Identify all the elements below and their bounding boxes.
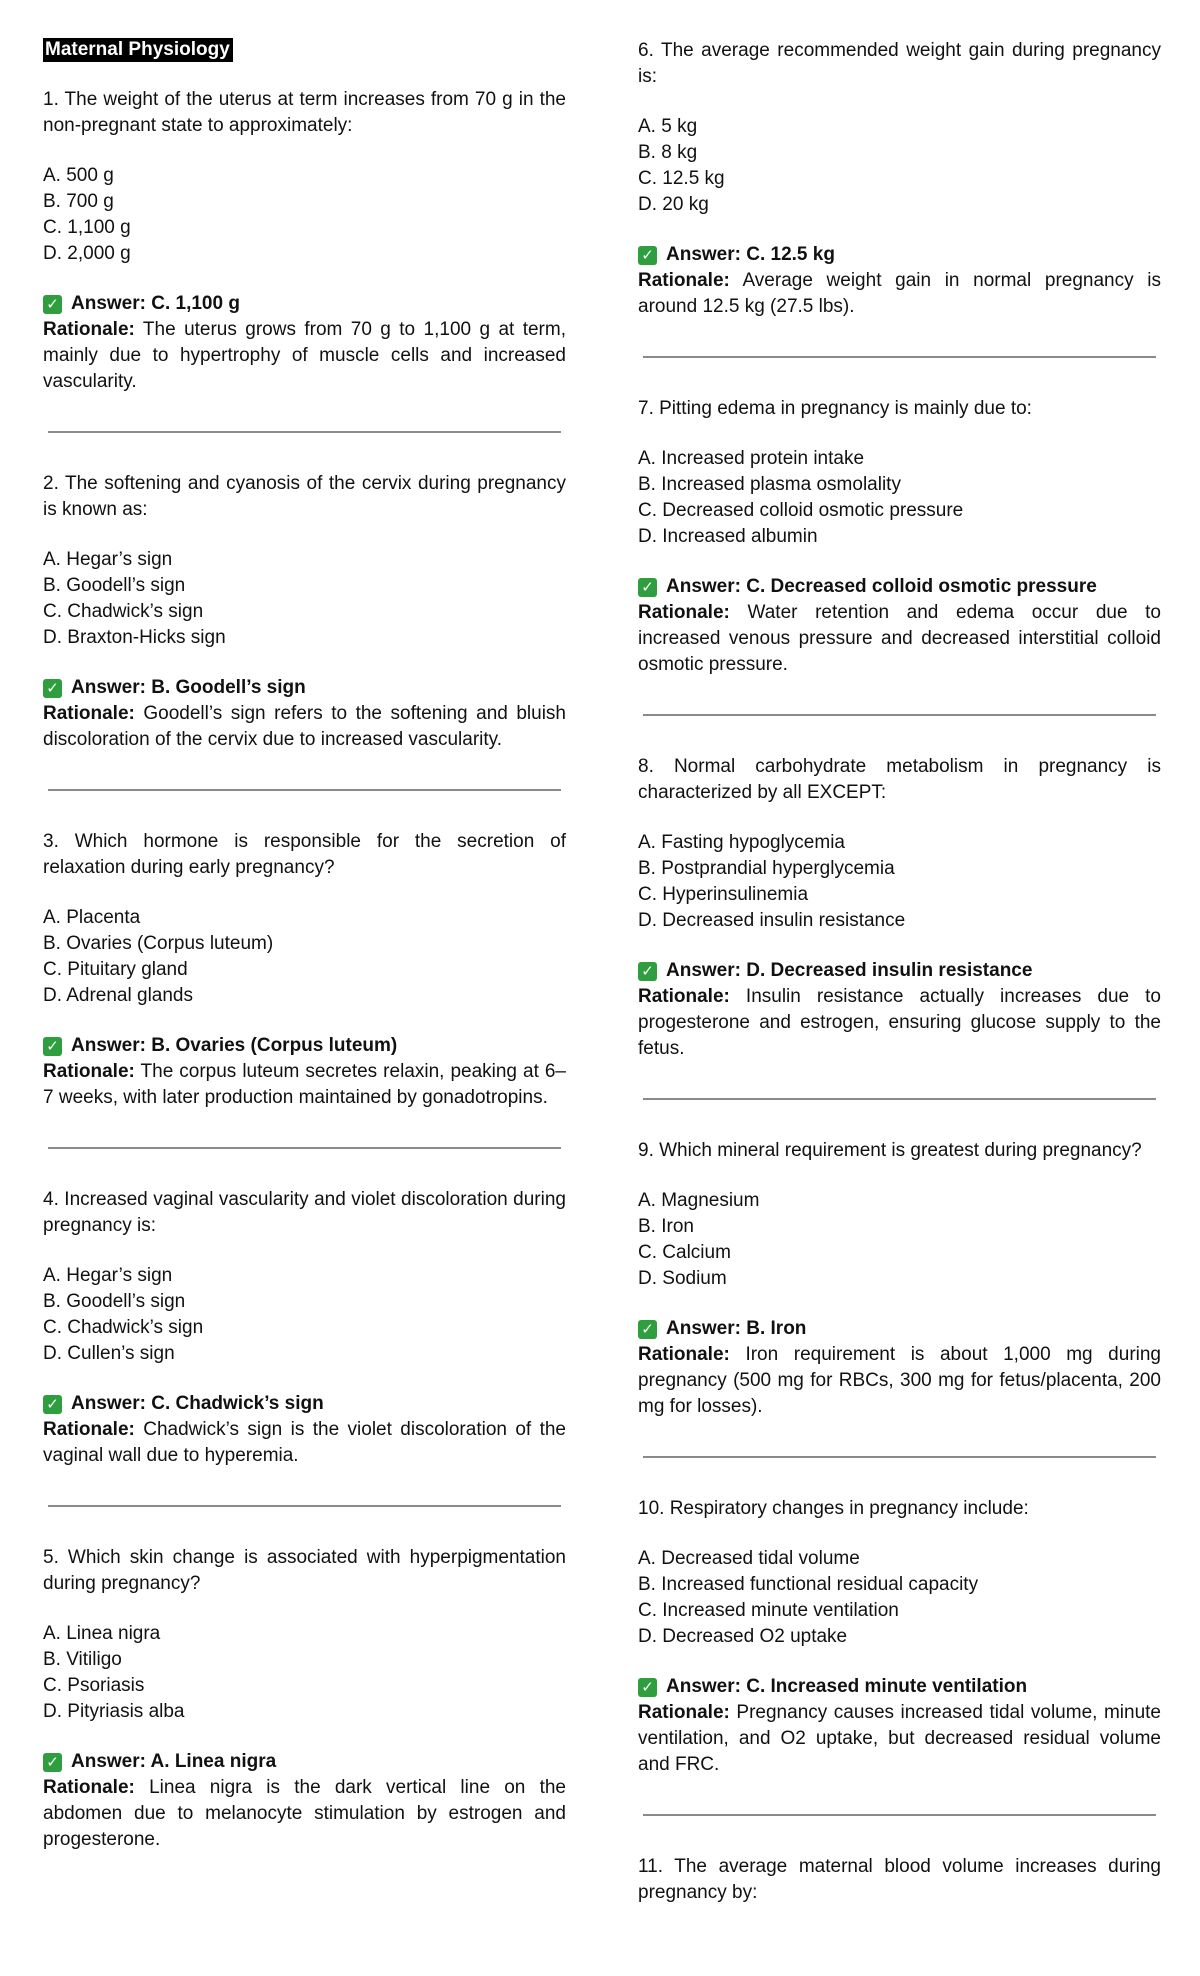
option-item: B. Postprandial hyperglycemia <box>638 858 895 879</box>
check-mark-icon: ✓ <box>638 246 657 265</box>
option-item: A. Hegar’s sign <box>43 549 173 570</box>
answer-line <box>43 675 566 701</box>
question-block <box>638 754 1161 1062</box>
option-item: B. 700 g <box>43 191 114 212</box>
answer-text: Answer: D. Decreased insulin resistance <box>666 960 1033 981</box>
rationale <box>43 1417 566 1469</box>
answer-line <box>638 958 1161 984</box>
rationale-label: Rationale: <box>638 986 730 1007</box>
question-text: 2. The softening and cyanosis of the cervix during pregnancy is known as: <box>43 473 566 520</box>
rationale-text: The uterus grows from 70 g to 1,100 g at term, mainly due to hypertrophy of muscle cells and increased vascularity. <box>43 319 566 392</box>
option-item: D. Sodium <box>638 1268 727 1289</box>
question-text: 11. The average maternal blood volume increases during pregnancy by: <box>638 1856 1161 1903</box>
option-item: C. Pituitary gland <box>43 959 188 980</box>
answer-line <box>638 1674 1161 1700</box>
option-item: D. Cullen’s sign <box>43 1343 175 1364</box>
option-item: A. Placenta <box>43 907 141 928</box>
options-list <box>638 114 1161 218</box>
option-item: A. Magnesium <box>638 1190 760 1211</box>
check-mark-icon: ✓ <box>638 1320 657 1339</box>
question-text: 9. Which mineral requirement is greatest during pregnancy? <box>638 1140 1142 1161</box>
answer-text: Answer: C. 1,100 g <box>71 293 240 314</box>
section-divider <box>48 431 561 433</box>
rationale <box>638 600 1161 678</box>
option-item: D. Decreased insulin resistance <box>638 910 906 931</box>
section-divider <box>643 356 1156 358</box>
options-list <box>43 163 566 267</box>
answer-text: Answer: B. Goodell’s sign <box>71 677 306 698</box>
option-item: C. 1,100 g <box>43 217 131 238</box>
answer-line <box>638 242 1161 268</box>
page-title: Maternal Physiology <box>43 38 233 62</box>
option-item: A. Hegar’s sign <box>43 1265 173 1286</box>
question-block <box>638 1496 1161 1778</box>
rationale-label: Rationale: <box>43 703 135 724</box>
option-item: D. Pityriasis alba <box>43 1701 185 1722</box>
option-item: B. 8 kg <box>638 142 698 163</box>
options-list <box>638 1188 1161 1292</box>
option-item: A. Increased protein intake <box>638 448 865 469</box>
option-item: B. Iron <box>638 1216 694 1237</box>
answer-line <box>43 291 566 317</box>
options-list <box>43 547 566 651</box>
question-text: 4. Increased vaginal vascularity and violet discoloration during pregnancy is: <box>43 1189 566 1236</box>
answer-line <box>43 1749 566 1775</box>
question-text: 6. The average recommended weight gain during pregnancy is: <box>638 40 1161 87</box>
rationale <box>43 701 566 753</box>
rationale-text: Water retention and edema occur due to increased venous pressure and decreased interstitial colloid osmotic pressure. <box>638 602 1161 675</box>
answer-text: Answer: C. 12.5 kg <box>666 244 835 265</box>
section-divider <box>48 789 561 791</box>
section-divider <box>48 1505 561 1507</box>
check-mark-icon: ✓ <box>43 679 62 698</box>
question-text: 8. Normal carbohydrate metabolism in pregnancy is characterized by all EXCEPT: <box>638 756 1161 803</box>
left-column <box>43 38 566 1853</box>
option-item: C. Chadwick’s sign <box>43 601 204 622</box>
question-list-left <box>43 87 566 1853</box>
question-text: 1. The weight of the uterus at term increases from 70 g in the non-pregnant state to approximately: <box>43 89 566 136</box>
question-block <box>638 1138 1161 1420</box>
option-item: D. Braxton-Hicks sign <box>43 627 226 648</box>
rationale <box>43 317 566 395</box>
answer-line <box>638 1316 1161 1342</box>
answer-text: Answer: B. Ovaries (Corpus luteum) <box>71 1035 398 1056</box>
rationale-label: Rationale: <box>638 1702 730 1723</box>
option-item: C. 12.5 kg <box>638 168 725 189</box>
answer-line <box>43 1391 566 1417</box>
options-list <box>638 446 1161 550</box>
rationale <box>638 268 1161 320</box>
option-item: C. Decreased colloid osmotic pressure <box>638 500 964 521</box>
rationale-text: Iron requirement is about 1,000 mg during pregnancy (500 mg for RBCs, 300 mg for fetus/placenta, 200 mg for losses). <box>638 1344 1161 1417</box>
question-block <box>43 1545 566 1853</box>
question-list-right <box>638 38 1161 1906</box>
right-column <box>638 38 1161 1930</box>
rationale-label: Rationale: <box>43 1419 135 1440</box>
option-item: D. 2,000 g <box>43 243 131 264</box>
options-list <box>638 830 1161 934</box>
question-text: 7. Pitting edema in pregnancy is mainly due to: <box>638 398 1032 419</box>
question-block <box>43 471 566 753</box>
check-mark-icon: ✓ <box>638 1678 657 1697</box>
option-item: B. Increased functional residual capacity <box>638 1574 979 1595</box>
check-mark-icon: ✓ <box>638 962 657 981</box>
check-mark-icon: ✓ <box>43 295 62 314</box>
rationale-text: Insulin resistance actually increases due to progesterone and estrogen, ensuring glucose supply to the fetus. <box>638 986 1161 1059</box>
options-list <box>638 1546 1161 1650</box>
question-block <box>638 1854 1161 1906</box>
section-divider <box>643 1098 1156 1100</box>
rationale-label: Rationale: <box>43 1061 135 1082</box>
question-block <box>43 829 566 1111</box>
check-mark-icon: ✓ <box>638 578 657 597</box>
rationale-label: Rationale: <box>638 602 730 623</box>
option-item: A. 5 kg <box>638 116 698 137</box>
section-divider <box>48 1147 561 1149</box>
rationale <box>638 1342 1161 1420</box>
answer-line <box>43 1033 566 1059</box>
answer-text: Answer: C. Increased minute ventilation <box>666 1676 1028 1697</box>
option-item: B. Goodell’s sign <box>43 575 186 596</box>
option-item: B. Increased plasma osmolality <box>638 474 901 495</box>
section-divider <box>643 714 1156 716</box>
option-item: A. Decreased tidal volume <box>638 1548 860 1569</box>
answer-text: Answer: C. Chadwick’s sign <box>71 1393 324 1414</box>
question-text: 10. Respiratory changes in pregnancy include: <box>638 1498 1029 1519</box>
option-item: B. Ovaries (Corpus luteum) <box>43 933 274 954</box>
rationale <box>638 1700 1161 1778</box>
option-item: C. Hyperinsulinemia <box>638 884 809 905</box>
question-block <box>43 87 566 395</box>
check-mark-icon: ✓ <box>43 1037 62 1056</box>
option-item: C. Increased minute ventilation <box>638 1600 899 1621</box>
answer-text: Answer: A. Linea nigra <box>71 1751 277 1772</box>
question-text: 5. Which skin change is associated with hyperpigmentation during pregnancy? <box>43 1547 566 1594</box>
option-item: D. 20 kg <box>638 194 709 215</box>
rationale-label: Rationale: <box>43 1777 135 1798</box>
option-item: A. Linea nigra <box>43 1623 161 1644</box>
question-block <box>43 1187 566 1469</box>
rationale <box>638 984 1161 1062</box>
option-item: A. 500 g <box>43 165 114 186</box>
question-block <box>638 38 1161 320</box>
option-item: B. Goodell’s sign <box>43 1291 186 1312</box>
options-list <box>43 905 566 1009</box>
option-item: B. Vitiligo <box>43 1649 122 1670</box>
check-mark-icon: ✓ <box>43 1753 62 1772</box>
answer-line <box>638 574 1161 600</box>
rationale <box>43 1775 566 1853</box>
option-item: D. Decreased O2 uptake <box>638 1626 848 1647</box>
rationale-text: Linea nigra is the dark vertical line on the abdomen due to melanocyte stimulation by estrogen and progesterone. <box>43 1777 567 1850</box>
option-item: D. Adrenal glands <box>43 985 193 1006</box>
answer-text: Answer: C. Decreased colloid osmotic pressure <box>666 576 1097 597</box>
question-text: 3. Which hormone is responsible for the secretion of relaxation during early pregnancy? <box>43 831 566 878</box>
question-block <box>638 396 1161 678</box>
rationale-label: Rationale: <box>43 319 135 340</box>
option-item: C. Psoriasis <box>43 1675 145 1696</box>
rationale-text: Goodell’s sign refers to the softening and bluish discoloration of the cervix due to increased vascularity. <box>43 703 566 750</box>
option-item: D. Increased albumin <box>638 526 818 547</box>
section-divider <box>643 1814 1156 1816</box>
check-mark-icon: ✓ <box>43 1395 62 1414</box>
option-item: A. Fasting hypoglycemia <box>638 832 845 853</box>
rationale-label: Rationale: <box>638 270 730 291</box>
rationale-text: Chadwick’s sign is the violet discoloration of the vaginal wall due to hyperemia. <box>43 1419 566 1466</box>
option-item: C. Chadwick’s sign <box>43 1317 204 1338</box>
options-list <box>43 1621 566 1725</box>
section-divider <box>643 1456 1156 1458</box>
rationale-text: Average weight gain in normal pregnancy is around 12.5 kg (27.5 lbs). <box>638 270 1161 317</box>
option-item: C. Calcium <box>638 1242 731 1263</box>
rationale <box>43 1059 566 1111</box>
options-list <box>43 1263 566 1367</box>
rationale-text: Pregnancy causes increased tidal volume, minute ventilation, and O2 uptake, but decreased residual volume and FRC. <box>638 1702 1161 1775</box>
answer-text: Answer: B. Iron <box>666 1318 807 1339</box>
rationale-text: The corpus luteum secretes relaxin, peaking at 6–7 weeks, with later production maintained by gonadotropins. <box>43 1061 566 1108</box>
rationale-label: Rationale: <box>638 1344 730 1365</box>
